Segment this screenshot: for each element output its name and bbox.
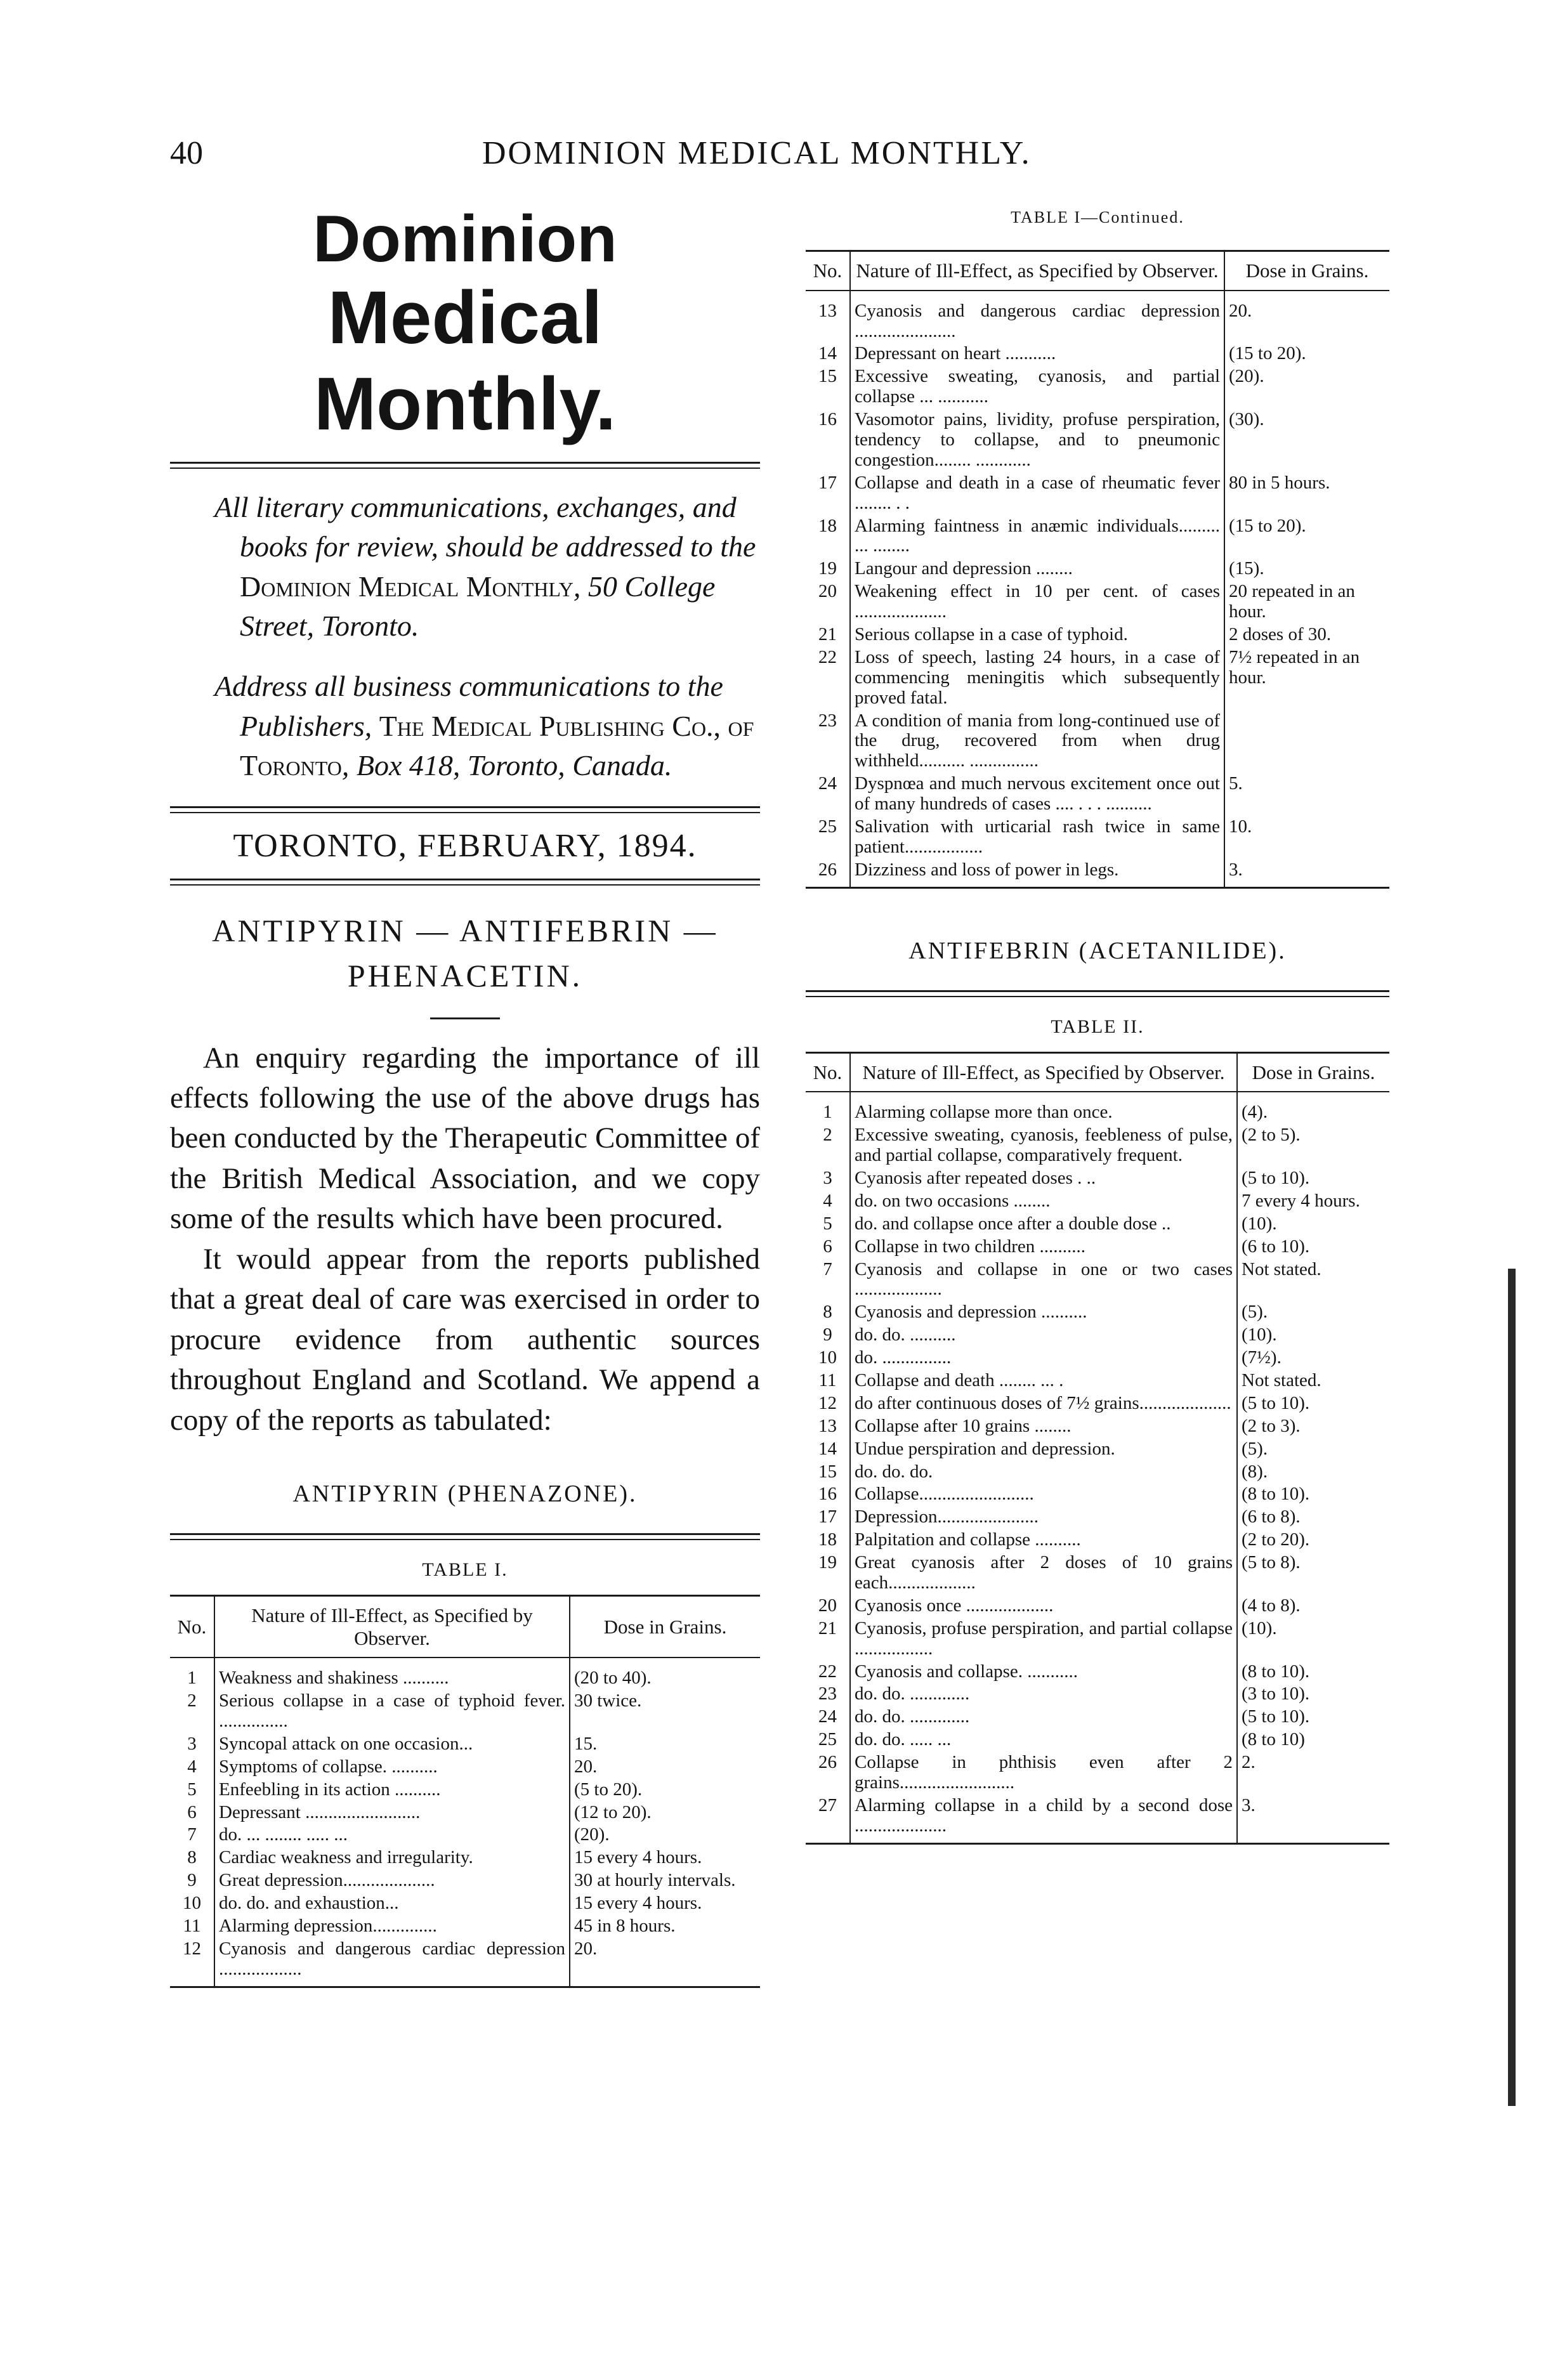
cell-nature: do. do. and exhaustion... <box>214 1892 570 1915</box>
cell-no: 21 <box>818 624 837 644</box>
cell-no: 10 <box>183 1893 201 1914</box>
cell-dose: (6 to 10). <box>1242 1236 1310 1257</box>
cell-no: 7 <box>187 1824 197 1845</box>
table-row <box>806 1506 1389 1529</box>
table-row <box>806 1301 1389 1324</box>
cell-no: 4 <box>823 1190 832 1211</box>
cell-no: 7 <box>823 1259 832 1279</box>
cell-dose: Not stated. <box>1242 1259 1321 1279</box>
cell-nature: do. and collapse once after a double dose .. <box>850 1213 1237 1236</box>
table-row <box>806 580 1389 624</box>
cell-dose: 2 doses of 30. <box>1229 624 1332 644</box>
scan-edge-mark <box>1508 1269 1516 2106</box>
cell-no: 26 <box>818 1752 837 1773</box>
cell-nature: Cyanosis once ................... <box>850 1595 1237 1618</box>
cell-no: 24 <box>818 1706 837 1727</box>
cell-dose: (5 to 20). <box>574 1779 643 1800</box>
cell-dose: 30 at hourly intervals. <box>574 1870 736 1891</box>
table-row <box>806 1190 1389 1213</box>
table-row <box>170 1779 760 1801</box>
table-row <box>806 343 1389 365</box>
cell-nature: Collapse after 10 grains ........ <box>850 1415 1237 1438</box>
cell-nature: Depressant on heart ........... <box>850 343 1224 365</box>
table-row <box>806 1729 1389 1751</box>
cell-nature: Cyanosis and collapse in one or two cases ................... <box>850 1259 1237 1302</box>
table-row <box>806 1461 1389 1484</box>
cell-no: 14 <box>818 343 837 364</box>
table-row <box>806 1213 1389 1236</box>
cell-dose: 20. <box>1229 300 1252 321</box>
cell-no: 27 <box>806 1795 850 1843</box>
cell-no: 11 <box>818 1370 837 1391</box>
cell-nature: Collapse and death in a case of rheumatic fever ........ . . <box>850 472 1224 515</box>
cell-nature: Salivation with urticarial rash twice in same patient................. <box>850 816 1224 859</box>
cell-dose: (20). <box>574 1824 610 1845</box>
cell-no: 9 <box>187 1870 197 1891</box>
table-row <box>806 1552 1389 1595</box>
table-row <box>806 1347 1389 1370</box>
dateline: TORONTO, FEBRUARY, 1894. <box>233 827 697 864</box>
cell-no: 5 <box>187 1779 197 1800</box>
cell-dose: 3. <box>1224 859 1389 887</box>
cell-no: 17 <box>818 1507 837 1527</box>
cell-dose: 7½ repeated in an hour. <box>1229 646 1360 688</box>
cell-nature: do. do. ............. <box>850 1706 1237 1729</box>
table-row <box>806 365 1389 409</box>
cell-no: 14 <box>818 1438 837 1459</box>
double-rule <box>170 1533 760 1540</box>
cell-dose: 45 in 8 hours. <box>574 1916 676 1937</box>
cell-nature: Cardiac weakness and irregularity. <box>214 1847 570 1869</box>
table-row <box>806 1751 1389 1795</box>
table-row <box>170 1892 760 1915</box>
page-number: 40 <box>170 135 203 171</box>
cell-dose: (10). <box>1242 1618 1277 1638</box>
cell-nature: Collapse and death ........ ... . <box>850 1370 1237 1392</box>
cell-nature: Dyspnœa and much nervous excitement once out of many hundreds of cases .... . . . .......... <box>850 773 1224 816</box>
cell-dose: (8). <box>1242 1461 1268 1482</box>
table-2 <box>806 1052 1389 1845</box>
section-heading-antipyrin: ANTIPYRIN (PHENAZONE). <box>292 1480 638 1507</box>
cell-dose: (20 to 40). <box>574 1668 652 1689</box>
cell-dose: 15. <box>574 1733 598 1754</box>
cell-no: 25 <box>818 816 837 837</box>
cell-dose: (8 to 10). <box>1242 1661 1310 1682</box>
table-row <box>806 1392 1389 1415</box>
table-row <box>806 1595 1389 1618</box>
cell-no: 16 <box>818 409 837 430</box>
cell-dose: (12 to 20). <box>574 1801 652 1822</box>
cell-nature: Depressant ......................... <box>214 1801 570 1824</box>
cell-dose: Not stated. <box>1242 1370 1321 1391</box>
cell-nature: Cyanosis after repeated doses . .. <box>850 1167 1237 1190</box>
table-row <box>806 646 1389 710</box>
col-header-nature: Nature of Ill-Effect, as Specified by Observer. <box>850 251 1224 291</box>
table-row <box>806 816 1389 859</box>
business-notice-publisher: The Medical Publishing Co., of Toronto <box>240 709 754 782</box>
cell-nature: Undue perspiration and depression. <box>850 1438 1237 1461</box>
cell-nature: Collapse......................... <box>850 1483 1237 1506</box>
right-column <box>806 208 1389 1845</box>
table-row <box>806 710 1389 773</box>
cell-no: 18 <box>818 515 837 536</box>
cell-no: 2 <box>823 1125 832 1146</box>
cell-dose: (2 to 3). <box>1242 1415 1301 1436</box>
table-row <box>806 1167 1389 1190</box>
cell-dose: (10). <box>1242 1324 1277 1345</box>
business-notice-address: , Box 418, Toronto, Canada. <box>341 749 672 782</box>
table-row <box>806 1438 1389 1461</box>
cell-dose: 20. <box>570 1938 760 1987</box>
table-row <box>806 291 1389 343</box>
table-row <box>170 1938 760 1987</box>
running-head <box>0 134 1560 185</box>
cell-nature: Serious collapse in a case of typhoid fever. ............... <box>214 1690 570 1733</box>
table-1-caption: TABLE I. <box>422 1559 508 1580</box>
cell-nature: Enfeebling in its action .......... <box>214 1779 570 1801</box>
table-row <box>170 1915 760 1938</box>
cell-dose: (15 to 20). <box>1229 515 1306 536</box>
cell-dose: (30). <box>1229 409 1264 430</box>
table-row <box>806 1661 1389 1684</box>
cell-nature: Alarming collapse more than once. <box>850 1092 1237 1124</box>
table-row <box>806 1259 1389 1302</box>
cell-no: 8 <box>187 1847 197 1868</box>
table-header-row <box>806 251 1389 291</box>
cell-no: 16 <box>818 1484 837 1505</box>
table-row <box>806 859 1389 887</box>
cell-nature: Collapse in phthisis even after 2 grains......................... <box>850 1751 1237 1795</box>
cell-no: 23 <box>818 1684 837 1704</box>
cell-dose: 10. <box>1229 816 1252 837</box>
table-row <box>806 1324 1389 1347</box>
cell-no: 11 <box>183 1916 201 1937</box>
cell-dose: (7½). <box>1242 1347 1281 1368</box>
cell-dose: 7 every 4 hours. <box>1242 1190 1360 1211</box>
article-paragraph-2: It would appear from the reports published that a great deal of care was exercised in order to procure evidence from authentic sources throughout England and Scotland. We append a copy of the reports as tabulated: <box>170 1242 760 1437</box>
cell-nature: A condition of mania from long-continued use of the drug, recovered from when drug withheld.......... ............... <box>850 710 1224 773</box>
cell-dose: (15). <box>1229 558 1264 579</box>
cell-dose: (2 to 5). <box>1242 1125 1301 1146</box>
cell-dose: (4 to 8). <box>1242 1595 1301 1616</box>
cell-nature: Langour and depression ........ <box>850 558 1224 580</box>
table-row <box>806 1236 1389 1259</box>
cell-dose: (8 to 10). <box>1242 1484 1310 1505</box>
cell-nature: Palpitation and collapse .......... <box>850 1529 1237 1552</box>
table-row <box>806 409 1389 472</box>
table-row <box>170 1658 760 1690</box>
table-1-continued <box>806 250 1389 889</box>
table-1-continued-caption: TABLE I—Continued. <box>1011 208 1184 226</box>
cell-nature: Great depression.................... <box>214 1869 570 1892</box>
cell-no: 9 <box>823 1324 832 1345</box>
cell-no: 23 <box>818 710 837 731</box>
cell-nature: Alarming depression.............. <box>214 1915 570 1938</box>
cell-dose: (20). <box>1229 366 1264 387</box>
cell-no: 13 <box>818 300 837 321</box>
col-header-no: No. <box>806 251 850 291</box>
cell-nature: Weakness and shakiness .......... <box>214 1658 570 1690</box>
cell-dose: 20. <box>574 1756 598 1777</box>
col-header-dose: Dose in Grains. <box>1224 251 1389 291</box>
table-header-row <box>170 1595 760 1658</box>
table-row <box>170 1733 760 1756</box>
col-header-no: No. <box>170 1595 214 1658</box>
cell-no: 17 <box>818 472 837 493</box>
double-rule <box>170 806 760 813</box>
masthead-line-2: Medical Monthly. <box>313 276 617 447</box>
table-row <box>806 1795 1389 1843</box>
cell-no: 24 <box>818 773 837 794</box>
business-notice <box>170 667 760 786</box>
cell-nature: Dizziness and loss of power in legs. <box>850 859 1224 887</box>
table-row <box>170 1801 760 1824</box>
table-row <box>806 773 1389 816</box>
article-title-line-1: ANTIPYRIN — ANTIFEBRIN — <box>212 912 718 948</box>
cell-nature: Collapse in two children .......... <box>850 1236 1237 1259</box>
col-header-nature: Nature of Ill-Effect, as Specified by Observer. <box>850 1052 1237 1092</box>
cell-no: 19 <box>818 1552 837 1573</box>
cell-nature: Serious collapse in a case of typhoid. <box>850 624 1224 646</box>
cell-no: 20 <box>818 1595 837 1616</box>
masthead-line-1: Dominion <box>313 202 617 276</box>
cell-no: 20 <box>818 581 837 602</box>
business-notice-text: Address all business communications to the Publishers, <box>214 669 723 742</box>
cell-no: 19 <box>818 558 837 579</box>
table-header-row <box>806 1052 1389 1092</box>
literary-notice-journal: Dominion Medical Monthly <box>240 570 574 603</box>
table-row <box>806 1415 1389 1438</box>
short-rule <box>430 1017 500 1019</box>
table-2-caption: TABLE II. <box>1051 1016 1144 1037</box>
cell-nature: do. ............... <box>850 1347 1237 1370</box>
cell-nature: Excessive sweating, cyanosis, and partial collapse ... ........... <box>850 365 1224 409</box>
table-row <box>806 1124 1389 1167</box>
col-header-dose: Dose in Grains. <box>1237 1052 1389 1092</box>
cell-no: 15 <box>818 366 837 387</box>
cell-no: 12 <box>818 1392 837 1413</box>
cell-dose: (5). <box>1242 1438 1268 1459</box>
cell-no: 4 <box>187 1756 197 1777</box>
cell-nature: Cyanosis and dangerous cardiac depression ...................... <box>850 291 1224 343</box>
literary-notice-text: All literary communications, exchanges, and books for review, should be addressed to the <box>214 490 756 563</box>
table-row <box>806 558 1389 580</box>
double-rule <box>806 990 1389 997</box>
literary-notice-address: , 50 College Street, Toronto. <box>240 570 716 643</box>
cell-nature: Weakening effect in 10 per cent. of cases .................... <box>850 580 1224 624</box>
cell-dose: (5 to 8). <box>1242 1552 1301 1573</box>
cell-no: 13 <box>818 1415 837 1436</box>
cell-dose: (3 to 10). <box>1242 1684 1310 1704</box>
cell-nature: do. on two occasions ........ <box>850 1190 1237 1213</box>
cell-no: 8 <box>823 1302 832 1323</box>
literary-notice <box>170 488 760 646</box>
cell-no: 15 <box>818 1461 837 1482</box>
cell-nature: Vasomotor pains, lividity, profuse perspiration, tendency to collapse, and to pneumonic congestion........ ............ <box>850 409 1224 472</box>
cell-dose: 2. <box>1242 1752 1255 1773</box>
cell-no: 21 <box>818 1618 837 1638</box>
cell-dose: (6 to 8). <box>1242 1507 1301 1527</box>
cell-dose: (4). <box>1242 1102 1268 1123</box>
cell-dose: (10). <box>1242 1213 1277 1234</box>
cell-dose: (5 to 10). <box>1242 1168 1310 1188</box>
table-row <box>806 1618 1389 1661</box>
cell-dose: 80 in 5 hours. <box>1229 472 1330 493</box>
table-row <box>170 1690 760 1733</box>
cell-no: 25 <box>818 1729 837 1750</box>
table-row <box>806 1483 1389 1506</box>
cell-dose: 3. <box>1237 1795 1389 1843</box>
cell-no: 6 <box>823 1236 832 1257</box>
cell-dose: 20 repeated in an hour. <box>1229 581 1355 622</box>
cell-nature: do. do. do. <box>850 1461 1237 1484</box>
cell-nature: Cyanosis, profuse perspiration, and partial collapse ................. <box>850 1618 1237 1661</box>
section-heading-antifebrin: ANTIFEBRIN (ACETANILIDE). <box>908 937 1287 964</box>
table-row <box>170 1869 760 1892</box>
cell-nature: Syncopal attack on one occasion... <box>214 1733 570 1756</box>
cell-dose: (5). <box>1242 1302 1268 1323</box>
cell-no: 18 <box>818 1529 837 1550</box>
table-row <box>806 1706 1389 1729</box>
cell-no: 3 <box>187 1733 197 1754</box>
cell-no: 26 <box>806 859 850 887</box>
table-row <box>806 1683 1389 1706</box>
table-row <box>806 515 1389 558</box>
cell-no: 6 <box>187 1801 197 1822</box>
cell-no: 5 <box>823 1213 832 1234</box>
double-rule <box>170 879 760 886</box>
cell-nature: Excessive sweating, cyanosis, feebleness of pulse, and partial collapse, comparatively frequent. <box>850 1124 1237 1167</box>
cell-dose: 5. <box>1229 773 1243 794</box>
cell-dose: 30 twice. <box>574 1690 642 1711</box>
table-row <box>170 1824 760 1847</box>
journal-running-title: DOMINION MEDICAL MONTHLY. <box>482 135 1032 171</box>
table-row <box>806 1370 1389 1392</box>
cell-nature: Depression...................... <box>850 1506 1237 1529</box>
double-rule <box>170 462 760 469</box>
cell-no: 22 <box>818 646 837 667</box>
cell-no: 12 <box>170 1938 214 1987</box>
article-title <box>170 908 760 998</box>
cell-no: 3 <box>823 1168 832 1188</box>
cell-dose: 15 every 4 hours. <box>574 1847 702 1868</box>
article-title-line-2: PHENACETIN. <box>347 957 583 993</box>
cell-no: 1 <box>187 1668 197 1689</box>
table-row <box>170 1756 760 1779</box>
cell-dose: 15 every 4 hours. <box>574 1893 702 1914</box>
col-header-no: No. <box>806 1052 850 1092</box>
cell-no: 10 <box>818 1347 837 1368</box>
cell-nature: Cyanosis and dangerous cardiac depression .................. <box>214 1938 570 1987</box>
cell-nature: Cyanosis and depression .......... <box>850 1301 1237 1324</box>
left-column <box>170 203 760 1988</box>
col-header-dose: Dose in Grains. <box>570 1595 760 1658</box>
article-paragraph-1: An enquiry regarding the importance of ill effects following the use of the above drugs has been conducted by the Therapeutic Committee of the British Medical Association, and we copy some of the results which have been procured. <box>170 1041 760 1236</box>
table-row <box>806 624 1389 646</box>
cell-dose: (2 to 20). <box>1242 1529 1310 1550</box>
cell-nature: Alarming faintness in anæmic individuals......... ... ........ <box>850 515 1224 558</box>
table-row <box>806 1092 1389 1124</box>
cell-dose: (15 to 20). <box>1229 343 1306 364</box>
table-1 <box>170 1595 760 1988</box>
table-row <box>806 472 1389 515</box>
cell-no: 1 <box>823 1102 832 1123</box>
cell-nature: Alarming collapse in a child by a second dose .................... <box>850 1795 1237 1843</box>
table-row <box>170 1847 760 1869</box>
cell-nature: Great cyanosis after 2 doses of 10 grains each................... <box>850 1552 1237 1595</box>
cell-dose <box>1224 710 1389 773</box>
cell-nature: do. do. ..... ... <box>850 1729 1237 1751</box>
cell-dose: (5 to 10). <box>1242 1706 1310 1727</box>
cell-nature: do. do. ............. <box>850 1683 1237 1706</box>
cell-no: 22 <box>818 1661 837 1682</box>
cell-no: 2 <box>187 1690 197 1711</box>
cell-dose: (8 to 10) <box>1242 1729 1305 1750</box>
cell-nature: do. ... ........ ..... ... <box>214 1824 570 1847</box>
cell-nature: Loss of speech, lasting 24 hours, in a case of commencing meningitis which subsequently proved fatal. <box>850 646 1224 710</box>
cell-nature: Symptoms of collapse. .......... <box>214 1756 570 1779</box>
col-header-nature: Nature of Ill-Effect, as Specified by Observer. <box>214 1595 570 1658</box>
table-row <box>806 1529 1389 1552</box>
cell-nature: Cyanosis and collapse. ........... <box>850 1661 1237 1684</box>
cell-dose: (5 to 10). <box>1242 1392 1310 1413</box>
cell-nature: do. do. .......... <box>850 1324 1237 1347</box>
cell-nature: do after continuous doses of 7½ grains.................... <box>850 1392 1237 1415</box>
